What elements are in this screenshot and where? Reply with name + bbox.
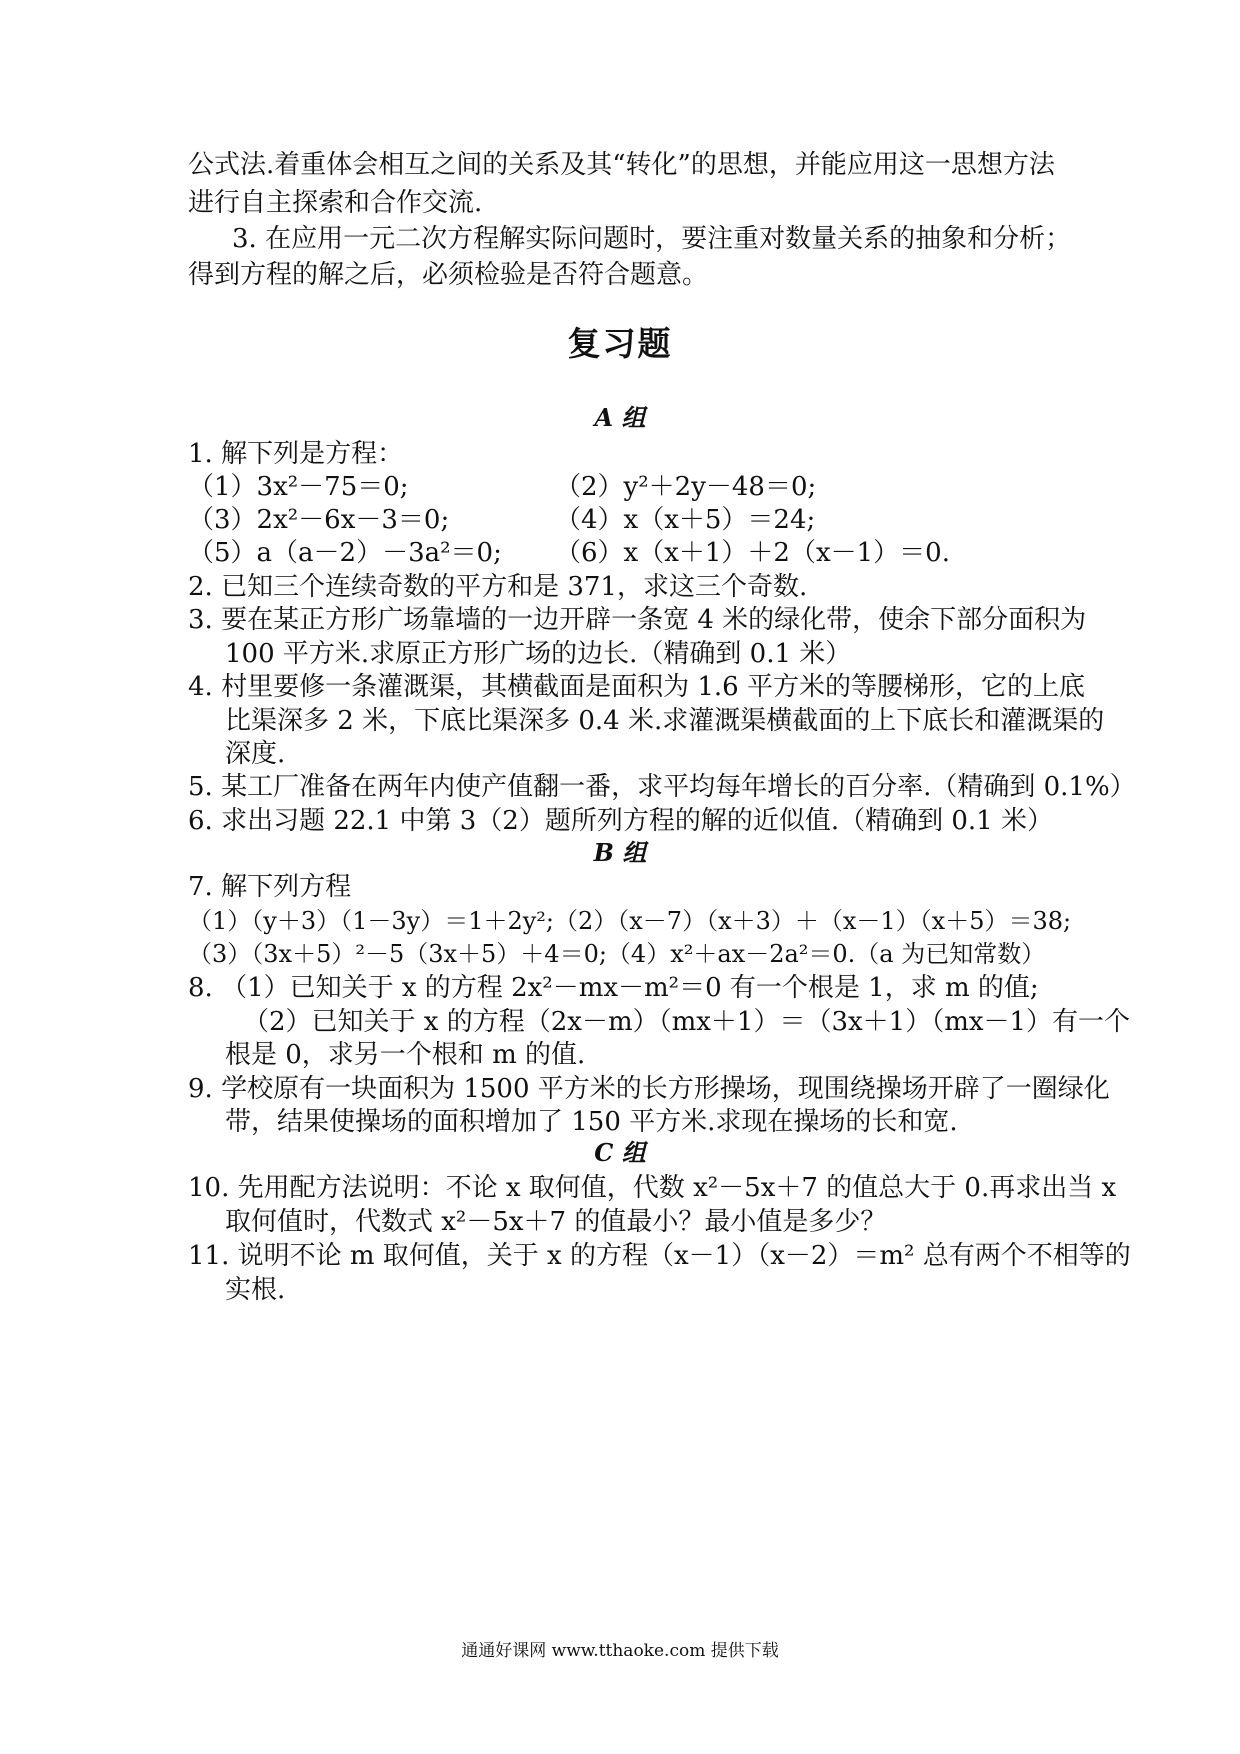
q1-item-6: （6）x（x＋1）＋2（x－1）＝0. [555, 538, 950, 568]
question-8-line-3: 根是 0，求另一个根和 m 的值. [225, 1040, 586, 1070]
question-10-line-2: 取何值时，代数式 x²－5x＋7 的值最小？最小值是多少？ [225, 1207, 887, 1237]
question-4-line-2: 比渠深多 2 米，下底比渠深多 0.4 米.求灌溉渠横截面的上下底长和灌溉渠的 [225, 706, 1105, 736]
question-4-line-3: 深度. [225, 739, 286, 769]
intro-line-4: 得到方程的解之后，必须检验是否符合题意。 [188, 260, 709, 290]
question-9-line-2: 带，结果使操场的面积增加了 150 平方米.求现在操场的长和宽. [225, 1107, 958, 1137]
question-11-line-2: 实根. [225, 1275, 286, 1305]
question-8-line-1: 8. （1）已知关于 x 的方程 2x²－mx－m²＝0 有一个根是 1，求 m 的值; [188, 973, 1039, 1003]
question-7: 7. 解下列方程 [188, 872, 352, 902]
question-4-line-1: 4. 村里要修一条灌溉渠，其横截面是面积为 1.6 平方米的等腰梯形，它的上底 [188, 672, 1085, 702]
question-7-line-1: （1）（y＋3）（1－3y）＝1＋2y²;（2）（x－7）（x＋3）＋（x－1）（x＋5）＝38; [188, 907, 1072, 935]
group-b-heading: B 组 [593, 838, 647, 867]
question-3-line-1: 3. 要在某正方形广场靠墙的一边开辟一条宽 4 米的绿化带，使余下部分面积为 [188, 605, 1087, 635]
group-c-heading: C 组 [594, 1138, 646, 1167]
question-10-line-1: 10. 先用配方法说明：不论 x 取何值，代数 x²－5x＋7 的值总大于 0.再求出当 x [188, 1173, 1117, 1203]
question-5: 5. 某工厂准备在两年内使产值翻一番，求平均每年增长的百分率.（精确到 0.1%） [188, 772, 1136, 802]
page-footer: 通通好课网 www.tthaoke.com 提供下载 [461, 1641, 779, 1661]
intro-line-1: 公式法.着重体会相互之间的关系及其“转化”的思想，并能应用这一思想方法 [188, 150, 1055, 180]
q1-item-1: （1）3x²－75＝0; [188, 472, 409, 502]
q1-item-3: （3）2x²－6x－3＝0; [188, 505, 450, 535]
q1-item-5: （5）a（a－2）－3a²＝0; [188, 538, 502, 568]
page-title: 复习题 [567, 324, 673, 363]
question-1: 1. 解下列是方程： [188, 439, 404, 469]
question-11-line-1: 11. 说明不论 m 取何值，关于 x 的方程（x－1）（x－2）＝m² 总有两个不相等的 [188, 1241, 1131, 1271]
question-6: 6. 求出习题 22.1 中第 3（2）题所列方程的解的近似值.（精确到 0.1 米） [188, 806, 1053, 836]
question-8-line-2: （2）已知关于 x 的方程（2x－m）（mx＋1）＝（3x＋1）（mx－1）有一个 [243, 1007, 1131, 1037]
intro-line-2: 进行自主探索和合作交流. [188, 188, 483, 218]
question-9-line-1: 9. 学校原有一块面积为 1500 平方米的长方形操场，现围绕操场开辟了一圈绿化 [188, 1074, 1110, 1104]
q1-item-4: （4）x（x＋5）＝24; [555, 505, 816, 535]
question-7-line-2: （3）（3x＋5）²－5（3x＋5）＋4＝0;（4）x²＋ax－2a²＝0.（a 为已知常数） [188, 940, 1046, 968]
question-2: 2. 已知三个连续奇数的平方和是 371，求这三个奇数. [188, 572, 808, 602]
q1-item-2: （2）y²＋2y－48＝0; [555, 472, 817, 502]
group-a-heading: A 组 [594, 403, 646, 432]
intro-line-3: 3. 在应用一元二次方程解实际问题时，要注重对数量关系的抽象和分析； [232, 224, 1072, 254]
question-3-line-2: 100 平方米.求原正方形广场的边长.（精确到 0.1 米） [225, 639, 852, 669]
